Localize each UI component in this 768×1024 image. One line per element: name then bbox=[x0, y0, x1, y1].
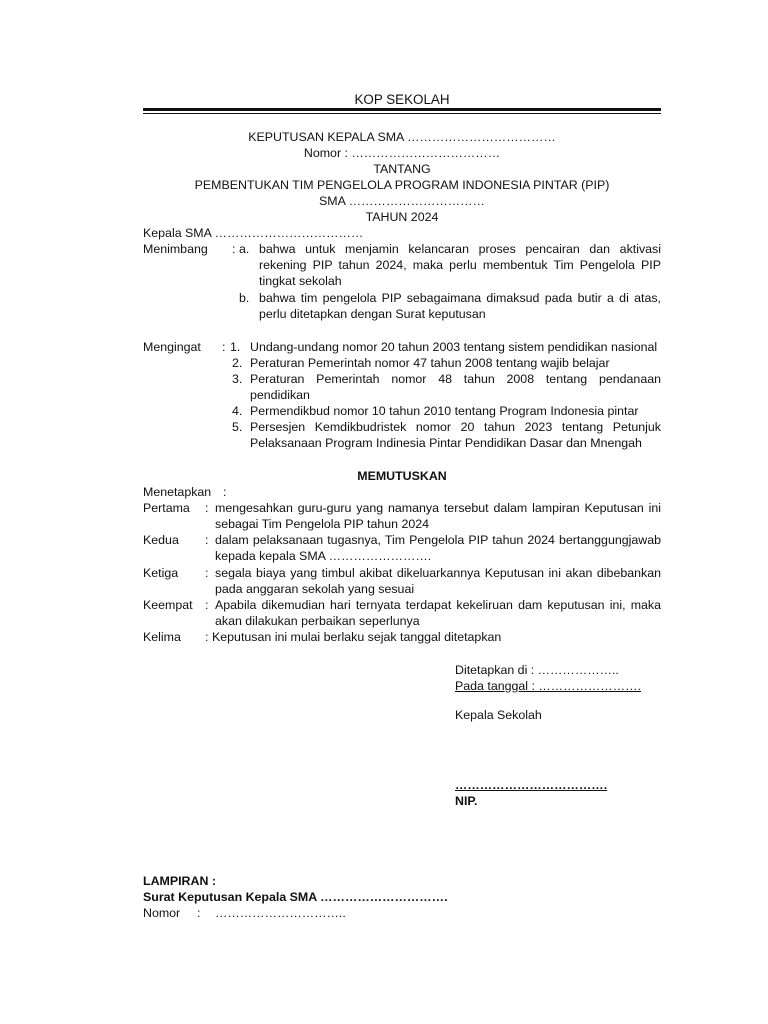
letterhead-rule-thick bbox=[143, 108, 661, 111]
signature-name-line: ………………………………. bbox=[455, 778, 608, 792]
decree-tentang: TANTANG bbox=[373, 162, 431, 176]
decision-sep: : bbox=[205, 566, 209, 580]
decree-subject: PEMBENTUKAN TIM PENGELOLA PROGRAM INDONESIA PINTAR (PIP) bbox=[194, 178, 610, 192]
decision-label-keempat: Keempat bbox=[143, 598, 193, 612]
lampiran-nomor-value: ………………………….. bbox=[215, 906, 346, 920]
decree-year: TAHUN 2024 bbox=[365, 210, 439, 224]
mengingat-item-1: Undang-undang nomor 20 tahun 2003 tentang sistem pendidikan nasional bbox=[250, 340, 658, 354]
decision-sep: : bbox=[205, 501, 209, 515]
mengingat-separator: : bbox=[222, 340, 226, 354]
decision-text-pertama: mengesahkan guru-guru yang namanya tersebut dalam lampiran Keputusan ini sebagai Tim Pengelola PIP tahun 2024 bbox=[215, 501, 661, 531]
mengingat-marker-3: 3. bbox=[232, 372, 243, 386]
lampiran-surat: Surat Keputusan Kepala SMA …………………………. bbox=[143, 890, 448, 904]
decision-text-kelima: Keputusan ini mulai berlaku sejak tanggal ditetapkan bbox=[212, 630, 502, 644]
menimbang-marker-a: a. bbox=[239, 242, 250, 256]
decree-title: KEPUTUSAN KEPALA SMA ……………………………… bbox=[248, 130, 556, 144]
mengingat-marker-4: 4. bbox=[232, 404, 243, 418]
letterhead-rule-thin bbox=[143, 113, 661, 114]
decision-sep: : bbox=[205, 630, 209, 644]
decision-label-ketiga: Ketiga bbox=[143, 566, 179, 580]
decision-sep: : bbox=[205, 598, 209, 612]
menetapkan-separator: : bbox=[223, 485, 227, 499]
signature-nip: NIP. bbox=[455, 794, 478, 808]
decision-text-keempat: Apabila dikemudian hari ternyata terdapat kekeliruan dam keputusan ini, maka akan dilakukan perbaikan seperlunya bbox=[215, 598, 661, 628]
decision-text-kedua: dalam pelaksanaan tugasnya, Tim Pengelola PIP tahun 2024 bertanggungjawab kepada kepala SMA ……………………. bbox=[215, 533, 661, 563]
lampiran-nomor-label: Nomor bbox=[143, 906, 181, 920]
decision-text-ketiga: segala biaya yang timbul akibat dikeluarkannya Keputusan ini akan dibebankan pada anggaran sekolah yang sesuai bbox=[215, 566, 661, 596]
decision-label-pertama: Pertama bbox=[143, 501, 190, 515]
mengingat-item-5: Persesjen Kemdikbudristek nomor 20 tahun 2023 tentang Petunjuk Pelaksanaan Program Indinesia Pintar Pendidikan Dasar dan Mnengah bbox=[250, 420, 661, 450]
menimbang-separator: : bbox=[232, 242, 236, 256]
mengingat-marker-2: 2. bbox=[232, 356, 243, 370]
mengingat-item-3: Peraturan Pemerintah nomor 48 tahun 2008 tentang pendanaan pendidikan bbox=[250, 372, 661, 402]
letterhead: KOP SEKOLAH bbox=[354, 92, 450, 107]
decree-number: Nomor : ……………………………… bbox=[303, 146, 501, 160]
signature-place: Ditetapkan di : ……………….. bbox=[455, 663, 619, 677]
mengingat-marker-1: 1. bbox=[230, 340, 241, 354]
signature-date: Pada tanggal : ……………………. bbox=[455, 679, 641, 693]
decision-label-kelima: Kelima bbox=[143, 630, 181, 644]
decree-school: SMA …………………………… bbox=[319, 194, 485, 208]
menetapkan-label: Menetapkan bbox=[143, 485, 212, 499]
mengingat-item-2: Peraturan Pemerintah nomor 47 tahun 2008 tentang wajib belajar bbox=[250, 356, 610, 370]
mengingat-item-4: Permendikbud nomor 10 tahun 2010 tentang Program Indonesia pintar bbox=[250, 404, 639, 418]
decision-label-kedua: Kedua bbox=[143, 533, 179, 547]
signature-title: Kepala Sekolah bbox=[455, 708, 542, 722]
kepala-sma-line: Kepala SMA ……………………………… bbox=[143, 226, 364, 240]
menimbang-label: Menimbang bbox=[143, 242, 208, 256]
mengingat-marker-5: 5. bbox=[232, 420, 243, 434]
decision-sep: : bbox=[205, 533, 209, 547]
memutuskan-heading: MEMUTUSKAN bbox=[357, 469, 447, 483]
menimbang-item-b: bahwa tim pengelola PIP sebagaimana dimaksud pada butir a di atas, perlu ditetapkan dengan Surat keputusan bbox=[259, 291, 661, 321]
lampiran-title: LAMPIRAN : bbox=[143, 874, 216, 888]
menimbang-item-a: bahwa untuk menjamin kelancaran proses pencairan dan aktivasi rekening PIP tahun 2024, maka perlu membentuk Tim Pengelola PIP tingkat sekolah bbox=[259, 242, 661, 288]
lampiran-nomor-separator: : bbox=[197, 906, 201, 920]
menimbang-marker-b: b. bbox=[239, 291, 250, 305]
mengingat-label: Mengingat bbox=[143, 340, 201, 354]
